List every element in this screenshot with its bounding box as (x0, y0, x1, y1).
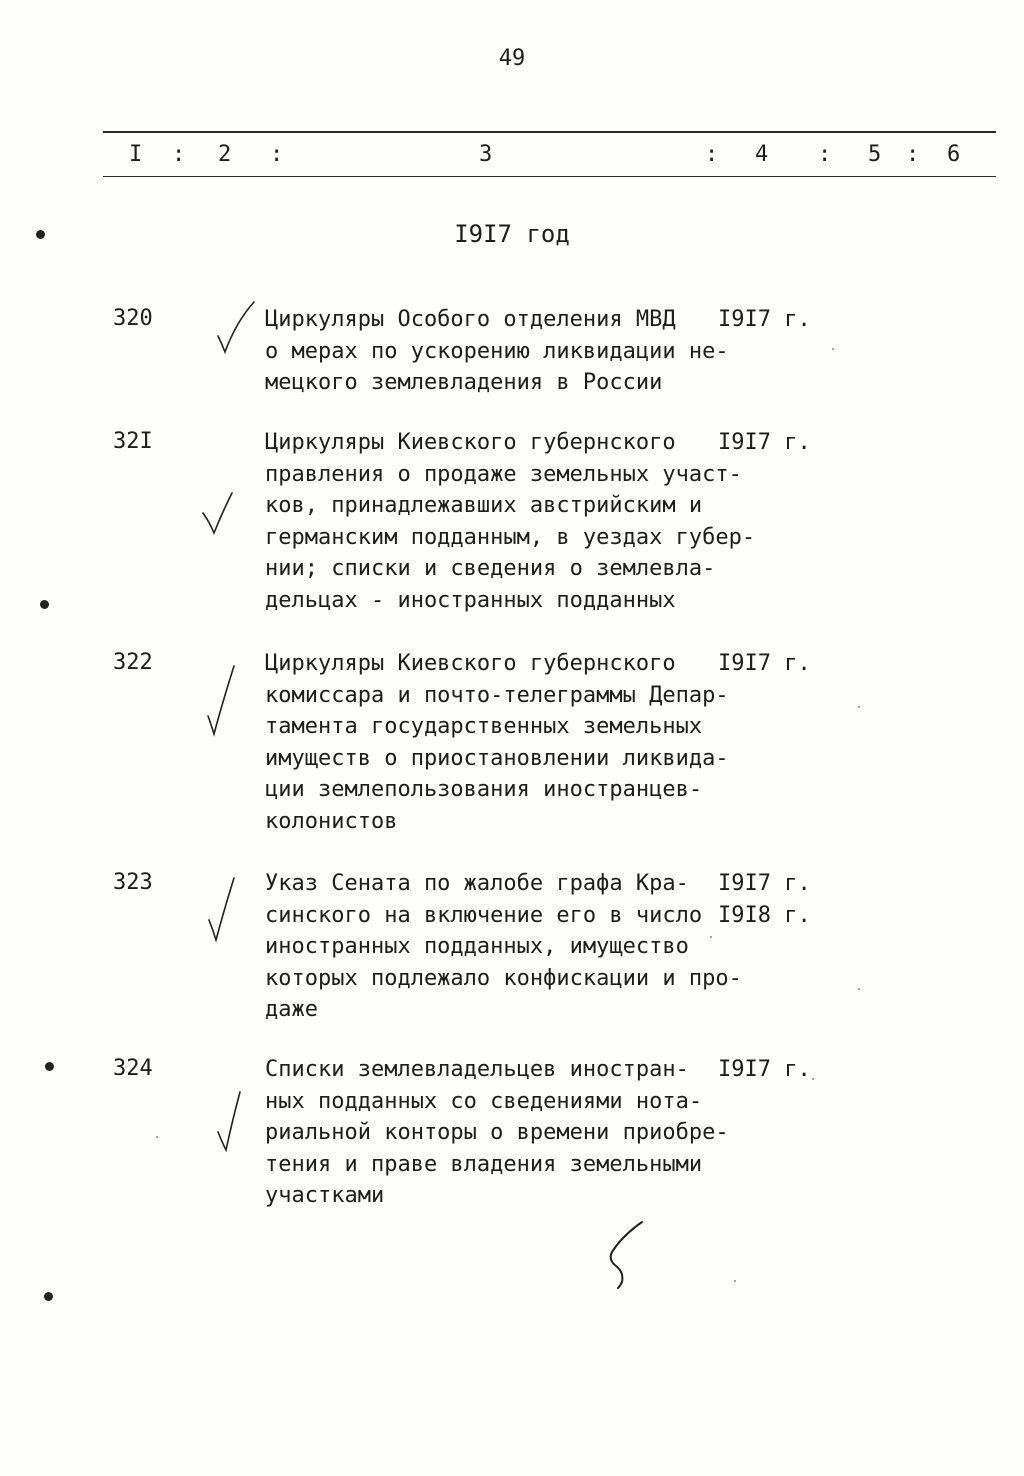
checkmark-icon (204, 874, 254, 954)
column-separator: : (705, 142, 719, 167)
checkmark-icon (212, 296, 262, 366)
record-number: 324 (113, 1056, 153, 1081)
binder-hole (40, 600, 49, 609)
scan-speck (858, 988, 860, 990)
binder-hole (44, 1292, 53, 1301)
scan-speck (812, 1078, 814, 1080)
record-number: 320 (113, 306, 153, 331)
record-dates: I9I7 г. (718, 651, 811, 676)
checkmark-icon (202, 658, 252, 748)
record-description: Списки землевладельцев иностран- ных подданных со сведениями нота- риальной конторы о времени приобре- тения и праве владения земельными участками (265, 1057, 729, 1208)
record-dates: I9I7 г. (718, 1057, 811, 1082)
record-number: 323 (113, 870, 153, 895)
record-description: Указ Сената по жалобе графа Кра- синского на включение его в число иностранных подданных, имущество которых подлежало конфискации и про- даже (265, 871, 742, 1022)
column-header-2: 2 (218, 142, 232, 167)
scan-speck (156, 1136, 158, 1138)
record-number: 32I (113, 429, 153, 454)
binder-hole (36, 230, 45, 239)
binder-hole (45, 1062, 54, 1071)
scan-speck (832, 348, 834, 350)
column-header-4: 4 (755, 142, 769, 167)
header-rule-top (103, 131, 996, 133)
record-dates: I9I7 г. (718, 430, 811, 455)
record-description: Циркуляры Киевского губернского комиссара и почто-телеграммы Депар- тамента государственных земельных имуществ о приостановлении ликвида- ции землепользования иностранцев- колонистов (265, 651, 729, 834)
record-dates: I9I7 г. I9I8 г. (718, 871, 811, 928)
header-rule-bottom (103, 176, 996, 177)
scan-speck (858, 706, 860, 708)
column-separator: : (818, 142, 832, 167)
scan-speck (734, 1280, 736, 1282)
section-title: I9I7 год (454, 220, 570, 248)
column-separator: : (270, 142, 284, 167)
column-separator: : (906, 142, 920, 167)
column-header-6: 6 (947, 142, 961, 167)
column-header-5: 5 (868, 142, 882, 167)
page-number: 49 (498, 46, 526, 71)
checkmark-icon (198, 485, 248, 555)
signature-mark (598, 1216, 658, 1296)
column-header-3: 3 (479, 142, 493, 167)
record-description: Циркуляры Особого отделения МВД о мерах по ускорению ликвидации не- мецкого землевладения в России (265, 307, 729, 395)
column-separator: : (172, 142, 186, 167)
record-description: Циркуляры Киевского губернского правления о продаже земельных участ- ков, принадлежавших австрийским и германским подданным, в уездах губер- нии; списки и сведения о землевла- дельцах - иностранных подданных (265, 430, 756, 613)
scan-speck (710, 936, 712, 938)
checkmark-icon (212, 1088, 262, 1168)
column-header-1: I (129, 142, 143, 167)
record-number: 322 (113, 650, 153, 675)
record-dates: I9I7 г. (718, 307, 811, 332)
